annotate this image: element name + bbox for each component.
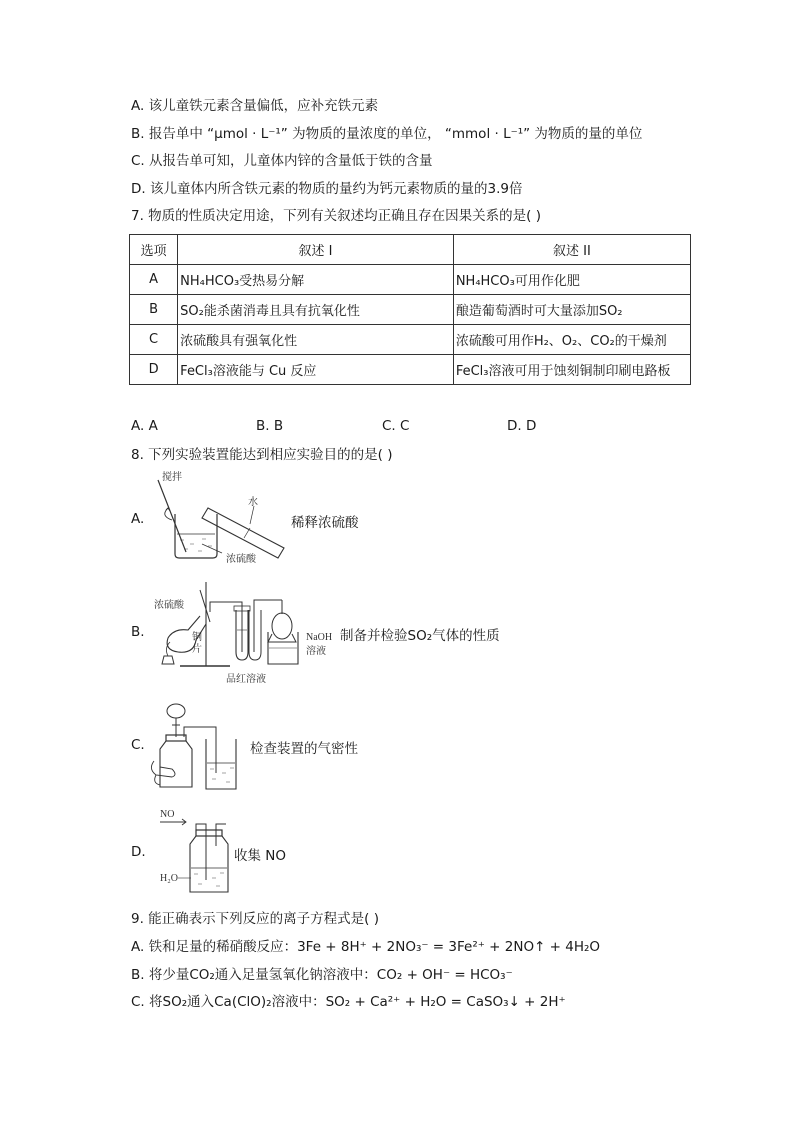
q6-option-b: B. 报告单中 “μmol · L⁻¹” 为物质的量浓度的单位， “mmol · L⁻¹” 为物质的量的单位 (131, 126, 643, 142)
table-cell-option: D (130, 355, 178, 385)
q8-stem: 8. 下列实验装置能达到相应实验目的的是( ) (131, 447, 393, 463)
table-cell: NH₄HCO₃受热易分解 (178, 265, 454, 295)
table-row (130, 325, 691, 355)
q8-label-a: A. (131, 511, 145, 527)
figure-label-conc-acid: 浓硫酸 (226, 554, 256, 565)
q8-label-d: D. (131, 844, 146, 860)
q6-option-a: A. 该儿童铁元素含量偏低，应补充铁元素 (131, 98, 379, 114)
table-row (130, 265, 691, 295)
figure-label-solution: 溶液 (306, 646, 326, 657)
table-row (130, 355, 691, 385)
figure-label-conc-acid: 浓硫酸 (154, 600, 184, 611)
figure-label-naoh: NaOH (306, 632, 333, 643)
figure-label-stir: 搅拌 (162, 472, 182, 483)
dilution-apparatus-figure (150, 472, 295, 565)
table-header: 选项 (130, 235, 178, 265)
q8-label-c: C. (131, 737, 145, 753)
table-cell: 酿造葡萄酒时可大量添加SO₂ (453, 295, 690, 325)
q8-caption-b: 制备并检验SO₂气体的性质 (340, 628, 500, 644)
q7-table (129, 234, 691, 385)
table-row (130, 295, 691, 325)
table-cell: 浓硫酸可用作H₂、O₂、CO₂的干燥剂 (453, 325, 690, 355)
figure-label-no: NO (160, 809, 175, 820)
so2-apparatus-figure (150, 582, 340, 686)
figure-label-copper: 铜 (192, 632, 202, 643)
table-header: 叙述 I (178, 235, 454, 265)
q7-stem: 7. 物质的性质决定用途，下列有关叙述均正确且存在因果关系的是( ) (131, 208, 541, 224)
q9-option-c: C. 将SO₂通入Ca(ClO)₂溶液中：SO₂ + Ca²⁺ + H₂O = CaSO₃↓ + 2H⁺ (131, 994, 566, 1010)
table-cell: 浓硫酸具有强氧化性 (178, 325, 454, 355)
figure-label-pinhong: 品红溶液 (226, 674, 266, 685)
q7-choice-b: B. B (256, 418, 284, 434)
q6-option-c: C. 从报告单可知，儿童体内锌的含量低于铁的含量 (131, 153, 433, 169)
q9-option-a: A. 铁和足量的稀硝酸反应：3Fe + 8H⁺ + 2NO₃⁻ = 3Fe²⁺ + 2NO↑ + 4H₂O (131, 939, 601, 955)
q8-caption-a: 稀释浓硫酸 (291, 515, 359, 531)
table-cell-option: B (130, 295, 178, 325)
airtightness-apparatus-figure (150, 703, 250, 795)
table-cell-option: C (130, 325, 178, 355)
figure-label-water: 水 (248, 497, 258, 508)
q7-choice-d: D. D (507, 418, 537, 434)
table-cell: FeCl₃溶液可用于蚀刻铜制印刷电路板 (453, 355, 690, 385)
q8-caption-c: 检查装置的气密性 (250, 741, 358, 757)
table-header-row (130, 235, 691, 265)
table-cell: SO₂能杀菌消毒且具有抗氧化性 (178, 295, 454, 325)
figure-label-h2o: H₂O (160, 873, 178, 884)
table-header: 叙述 II (453, 235, 690, 265)
table-cell: FeCl₃溶液能与 Cu 反应 (178, 355, 454, 385)
q7-choice-a: A. A (131, 418, 158, 434)
table-cell-option: A (130, 265, 178, 295)
no-collection-apparatus-figure (158, 806, 238, 896)
table-cell: NH₄HCO₃可用作化肥 (453, 265, 690, 295)
q9-option-b: B. 将少量CO₂通入足量氢氧化钠溶液中：CO₂ + OH⁻ = HCO₃⁻ (131, 967, 513, 983)
q7-choice-c: C. C (382, 418, 410, 434)
q6-option-d: D. 该儿童体内所含铁元素的物质的量约为钙元素物质的量的3.9倍 (131, 181, 523, 197)
figure-label-piece: 片 (192, 644, 202, 655)
q8-label-b: B. (131, 624, 145, 640)
q8-caption-d: 收集 NO (234, 848, 287, 864)
q9-stem: 9. 能正确表示下列反应的离子方程式是( ) (131, 911, 379, 927)
